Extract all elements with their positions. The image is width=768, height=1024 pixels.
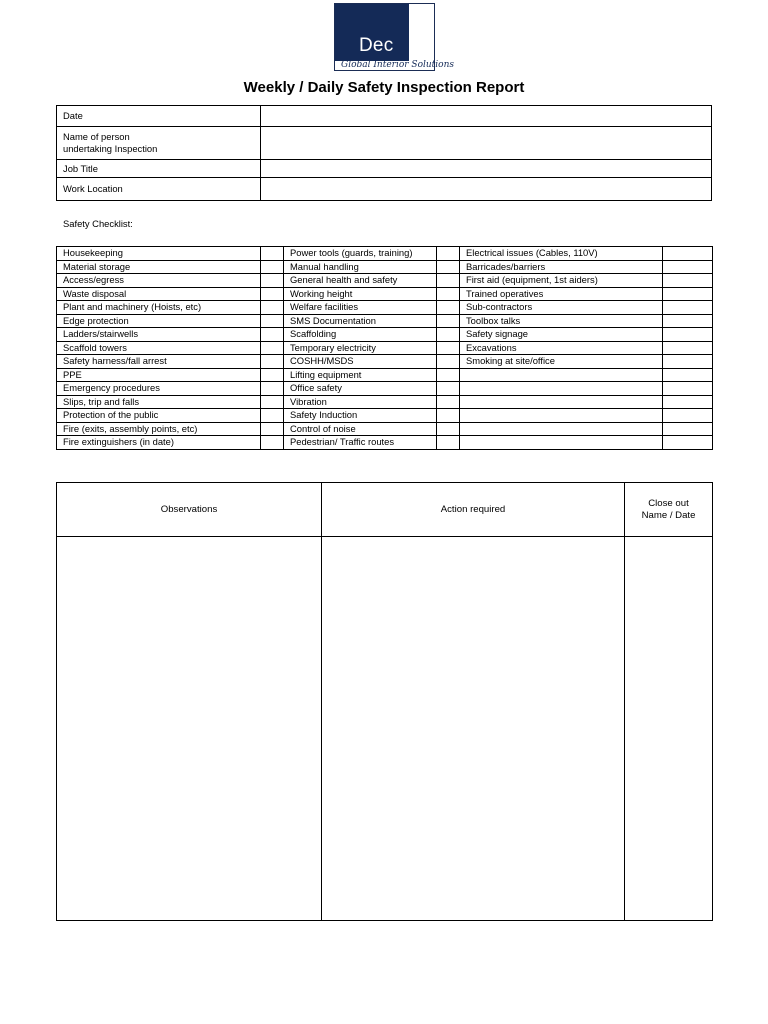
checklist-check-cell[interactable]	[261, 247, 284, 261]
checklist-check-cell[interactable]	[261, 287, 284, 301]
checklist-check-cell[interactable]	[261, 395, 284, 409]
checklist-item: Lifting equipment	[284, 368, 437, 382]
info-label: Job Title	[57, 160, 261, 178]
checklist-check-cell[interactable]	[261, 260, 284, 274]
checklist-item: Control of noise	[284, 422, 437, 436]
checklist-row	[57, 287, 713, 301]
checklist-check-cell[interactable]	[437, 368, 460, 382]
close-out-cell[interactable]	[625, 537, 713, 921]
info-value-field[interactable]	[261, 160, 712, 178]
info-label: Work Location	[57, 178, 261, 201]
checklist-check-cell[interactable]	[261, 436, 284, 450]
checklist-item: Safety signage	[460, 328, 663, 342]
checklist-item: Material storage	[57, 260, 261, 274]
checklist-item: COSHH/MSDS	[284, 355, 437, 369]
info-row	[57, 106, 712, 127]
info-value-field[interactable]	[261, 127, 712, 160]
info-label: Date	[57, 106, 261, 127]
info-row	[57, 127, 712, 160]
observations-table	[56, 482, 713, 921]
checklist-check-cell[interactable]	[663, 422, 713, 436]
checklist-item	[460, 395, 663, 409]
checklist-item	[460, 436, 663, 450]
checklist-item: Fire (exits, assembly points, etc)	[57, 422, 261, 436]
info-label: Name of person undertaking Inspection	[57, 127, 261, 160]
page-title: Weekly / Daily Safety Inspection Report	[243, 79, 525, 96]
company-logo	[334, 3, 454, 71]
checklist-item: Vibration	[284, 395, 437, 409]
checklist-item: Excavations	[460, 341, 663, 355]
checklist-item: Slips, trip and falls	[57, 395, 261, 409]
action-required-cell[interactable]	[322, 537, 625, 921]
checklist-row	[57, 274, 713, 288]
checklist-item: Housekeeping	[57, 247, 261, 261]
checklist-check-cell[interactable]	[663, 409, 713, 423]
checklist-item: Protection of the public	[57, 409, 261, 423]
checklist-row	[57, 368, 713, 382]
checklist-check-cell[interactable]	[437, 395, 460, 409]
checklist-item: First aid (equipment, 1st aiders)	[460, 274, 663, 288]
checklist-row	[57, 314, 713, 328]
checklist-item: Scaffold towers	[57, 341, 261, 355]
checklist-row	[57, 341, 713, 355]
checklist-check-cell[interactable]	[261, 328, 284, 342]
checklist-item: Sub-contractors	[460, 301, 663, 315]
checklist-item: Welfare facilities	[284, 301, 437, 315]
info-row	[57, 178, 712, 201]
checklist-item: Toolbox talks	[460, 314, 663, 328]
checklist-check-cell[interactable]	[437, 314, 460, 328]
checklist-item: Pedestrian/ Traffic routes	[284, 436, 437, 450]
checklist-row	[57, 382, 713, 396]
checklist-row	[57, 436, 713, 450]
checklist-check-cell[interactable]	[663, 287, 713, 301]
checklist-check-cell[interactable]	[261, 422, 284, 436]
checklist-check-cell[interactable]	[663, 301, 713, 315]
action-required-header: Action required	[322, 483, 625, 537]
checklist-item: Office safety	[284, 382, 437, 396]
checklist-item: General health and safety	[284, 274, 437, 288]
checklist-check-cell[interactable]	[437, 341, 460, 355]
checklist-check-cell[interactable]	[261, 301, 284, 315]
checklist-check-cell[interactable]	[663, 395, 713, 409]
logo-brand: Deco	[359, 35, 405, 56]
checklist-item: Power tools (guards, training)	[284, 247, 437, 261]
checklist-check-cell[interactable]	[261, 368, 284, 382]
close-out-header	[625, 483, 713, 537]
checklist-item: Scaffolding	[284, 328, 437, 342]
checklist-check-cell[interactable]	[437, 287, 460, 301]
checklist-item: Temporary electricity	[284, 341, 437, 355]
checklist-item: Edge protection	[57, 314, 261, 328]
checklist-item: Trained operatives	[460, 287, 663, 301]
checklist-check-cell[interactable]	[437, 247, 460, 261]
checklist-check-cell[interactable]	[663, 341, 713, 355]
checklist-check-cell[interactable]	[437, 422, 460, 436]
checklist-row	[57, 328, 713, 342]
inspection-info-table	[56, 105, 712, 201]
checklist-row	[57, 395, 713, 409]
checklist-heading: Safety Checklist:	[63, 218, 133, 229]
checklist-check-cell[interactable]	[437, 274, 460, 288]
close-out-line1: Close out	[648, 497, 689, 509]
checklist-check-cell[interactable]	[261, 409, 284, 423]
checklist-item: Emergency procedures	[57, 382, 261, 396]
checklist-check-cell[interactable]	[663, 328, 713, 342]
checklist-item: Working height	[284, 287, 437, 301]
close-out-line2: Name / Date	[641, 509, 696, 521]
checklist-item	[460, 368, 663, 382]
info-value-field[interactable]	[261, 178, 712, 201]
safety-checklist-table	[56, 246, 713, 450]
checklist-item: Safety harness/fall arrest	[57, 355, 261, 369]
checklist-check-cell[interactable]	[437, 409, 460, 423]
checklist-item	[460, 409, 663, 423]
checklist-item: Plant and machinery (Hoists, etc)	[57, 301, 261, 315]
checklist-check-cell[interactable]	[437, 382, 460, 396]
logo-tagline: Global Interior Solutions	[341, 60, 454, 70]
checklist-check-cell[interactable]	[663, 368, 713, 382]
checklist-item: Manual handling	[284, 260, 437, 274]
checklist-item: Fire extinguishers (in date)	[57, 436, 261, 450]
checklist-item: Access/egress	[57, 274, 261, 288]
checklist-row	[57, 301, 713, 315]
checklist-item	[460, 382, 663, 396]
checklist-item: Safety Induction	[284, 409, 437, 423]
checklist-check-cell[interactable]	[261, 314, 284, 328]
checklist-item: Ladders/stairwells	[57, 328, 261, 342]
checklist-check-cell[interactable]	[437, 436, 460, 450]
checklist-item: Barricades/barriers	[460, 260, 663, 274]
observations-header: Observations	[57, 483, 322, 537]
checklist-check-cell[interactable]	[663, 274, 713, 288]
checklist-check-cell[interactable]	[437, 355, 460, 369]
checklist-check-cell[interactable]	[437, 328, 460, 342]
checklist-item: Smoking at site/office	[460, 355, 663, 369]
checklist-item	[460, 422, 663, 436]
checklist-check-cell[interactable]	[261, 274, 284, 288]
info-value-field[interactable]	[261, 106, 712, 127]
checklist-check-cell[interactable]	[663, 382, 713, 396]
checklist-check-cell[interactable]	[261, 341, 284, 355]
checklist-row	[57, 409, 713, 423]
checklist-row	[57, 260, 713, 274]
observations-cell[interactable]	[57, 537, 322, 921]
checklist-check-cell[interactable]	[261, 355, 284, 369]
checklist-check-cell[interactable]	[261, 382, 284, 396]
checklist-item: PPE	[57, 368, 261, 382]
checklist-check-cell[interactable]	[437, 260, 460, 274]
checklist-row	[57, 355, 713, 369]
checklist-row	[57, 422, 713, 436]
info-row	[57, 160, 712, 178]
checklist-check-cell[interactable]	[663, 314, 713, 328]
checklist-check-cell[interactable]	[663, 436, 713, 450]
checklist-check-cell[interactable]	[663, 355, 713, 369]
checklist-check-cell[interactable]	[663, 260, 713, 274]
checklist-check-cell[interactable]	[437, 301, 460, 315]
checklist-item: Waste disposal	[57, 287, 261, 301]
checklist-check-cell[interactable]	[663, 247, 713, 261]
checklist-row	[57, 247, 713, 261]
checklist-item: SMS Documentation	[284, 314, 437, 328]
checklist-item: Electrical issues (Cables, 110V)	[460, 247, 663, 261]
